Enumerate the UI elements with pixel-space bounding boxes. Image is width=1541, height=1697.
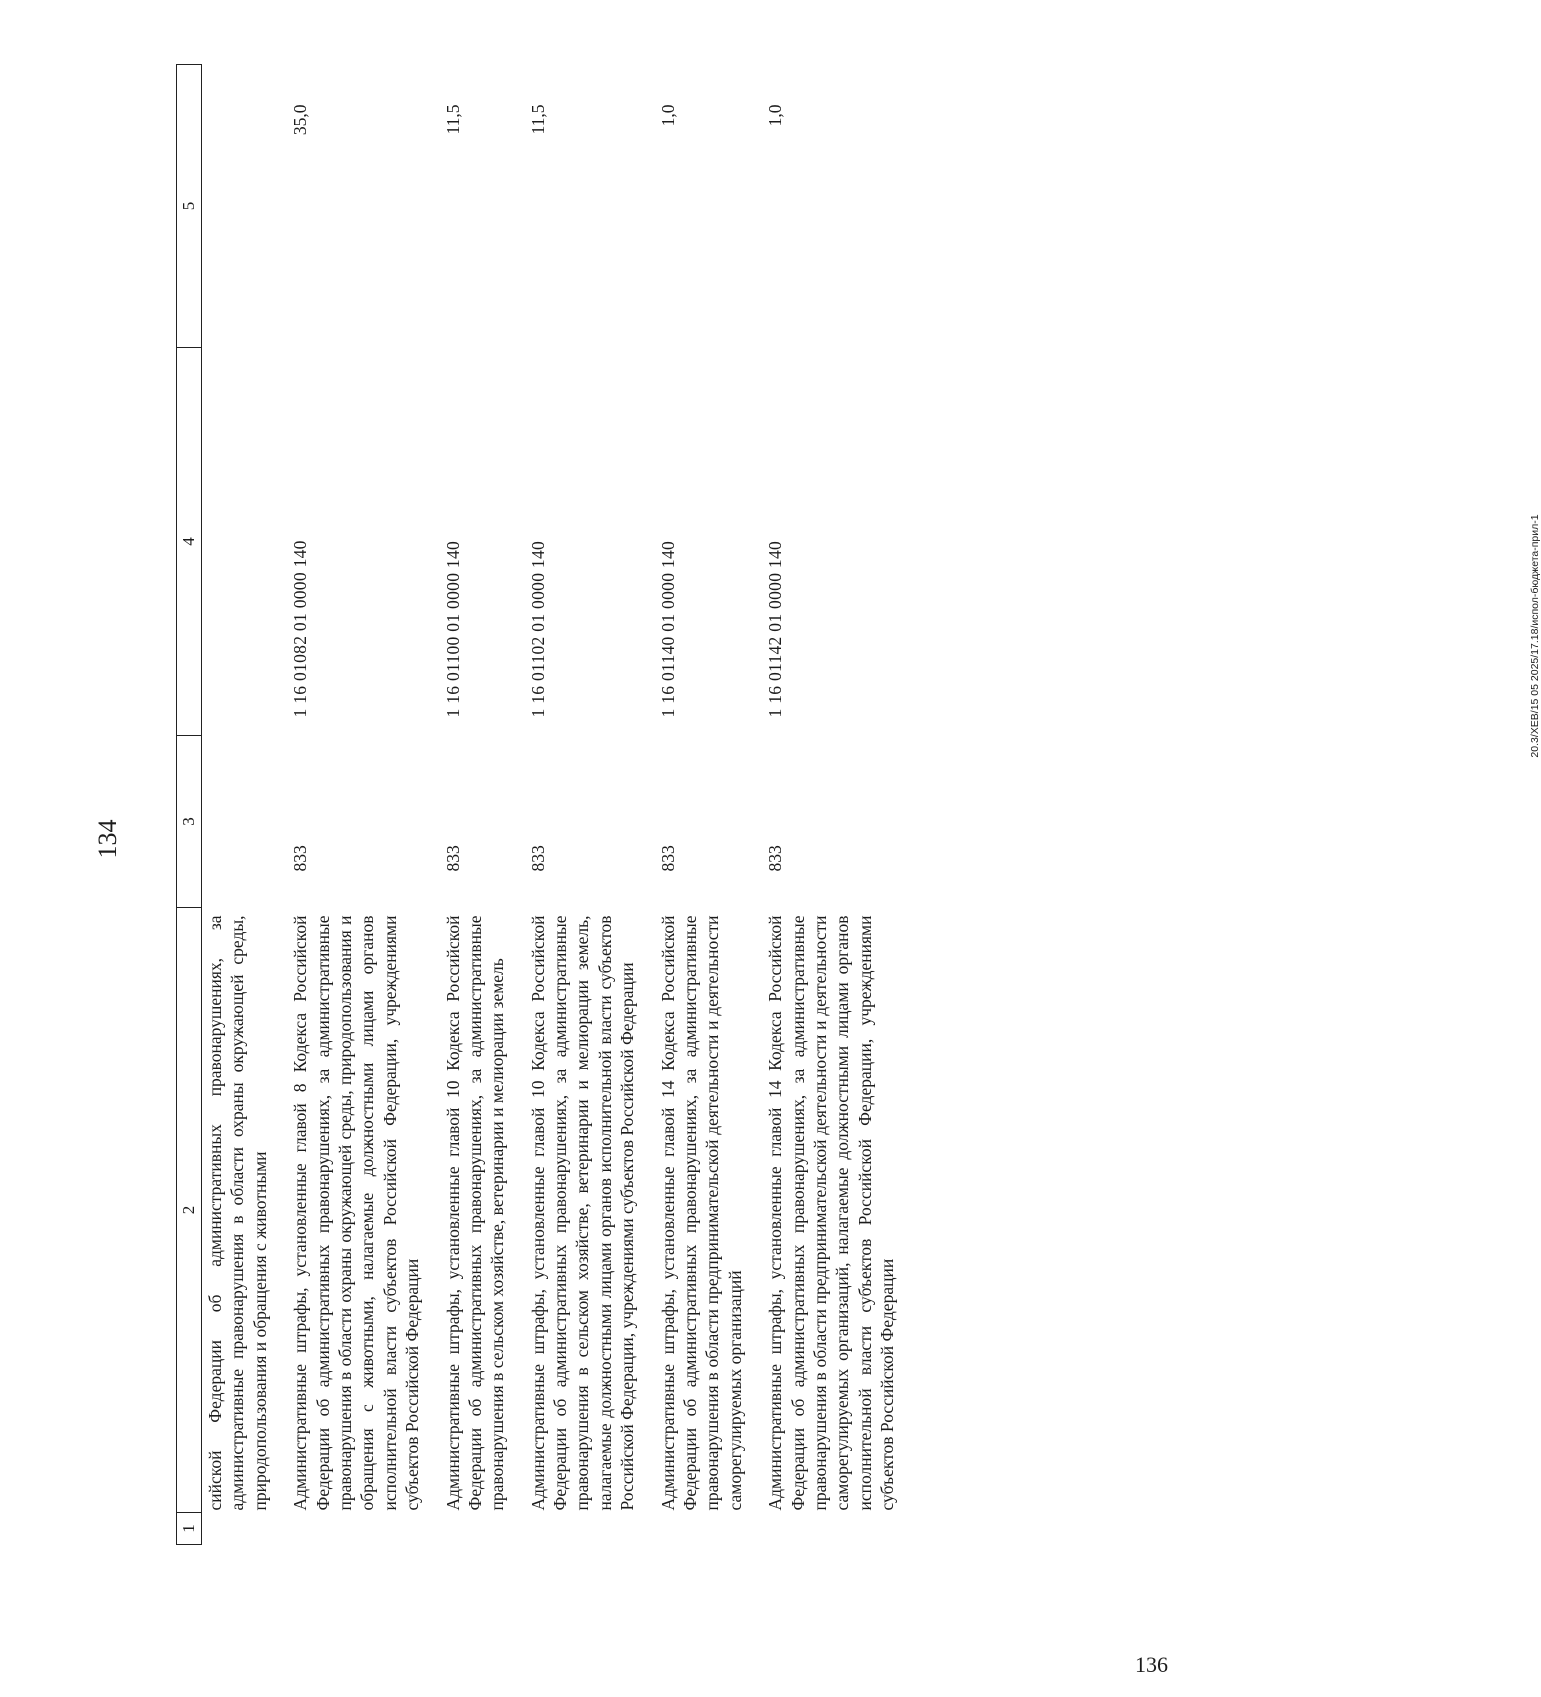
row-description: сийской Федерации об административных правонарушениях, за административные правонарушения в области охраны окружающей среды, природопользования и обращения с животными <box>205 915 270 1511</box>
row-value: 35,0 <box>290 104 311 136</box>
document-reference: 20.3/ХЕВ/15 05 2025/17.18/испол-бюджета-прил-1 <box>1529 514 1541 758</box>
sheet-number: 136 <box>1135 1652 1168 1677</box>
row-admin-code: 833 <box>657 845 678 872</box>
row-admin-code: 833 <box>527 845 548 872</box>
row-col1 <box>436 1513 521 1545</box>
rotated-table-container <box>176 65 986 1545</box>
row-kbk-code <box>202 348 284 736</box>
row-value <box>202 65 284 348</box>
row-kbk-code: 1 16 01100 01 0000 140 <box>442 540 463 718</box>
row-kbk-code: 1 16 01142 01 0000 140 <box>765 540 786 718</box>
column-header-2: 2 <box>177 908 202 1513</box>
row-description: Административные штрафы, установленные главой 10 Кодекса Российской Федерации об административных правонарушениях, за административные правонарушения в сельском хозяйстве, ветеринарии и мелиорации земель <box>442 915 508 1511</box>
column-header-5: 5 <box>177 65 202 348</box>
row-col1 <box>283 1513 435 1545</box>
row-description: Административные штрафы, установленные главой 8 Кодекса Российской Федерации об административных правонарушениях, за административные правонарушения в области охраны окружающей среды, природопользования и обращения с животными, налагаемые должностными лицами органов исполнительной власти субъектов Российской Федерации, учреждениями субъектов Российской Федерации <box>290 915 423 1511</box>
table-row <box>651 65 759 1545</box>
row-admin-code: 833 <box>442 845 463 872</box>
row-value: 11,5 <box>527 104 548 135</box>
table-header-row <box>177 65 202 1545</box>
row-admin-code <box>202 736 284 908</box>
row-kbk-code: 1 16 01082 01 0000 140 <box>290 540 311 718</box>
row-admin-code: 833 <box>765 845 786 872</box>
table-row <box>521 65 651 1545</box>
row-col1 <box>202 1513 284 1545</box>
row-col1 <box>521 1513 651 1545</box>
row-kbk-code: 1 16 01102 01 0000 140 <box>527 540 548 718</box>
column-header-4: 4 <box>177 348 202 736</box>
table-row <box>758 65 910 1545</box>
row-description: Административные штрафы, установленные главой 10 Кодекса Российской Федерации об административных правонарушениях, за административные правонарушения в сельском хозяйстве, ветеринарии и мелиорации земель, налагаемые должностными лицами органов исполнительной власти субъектов Российской Федерации, учреждениями субъектов Российской Федерации <box>527 915 638 1511</box>
row-description: Административные штрафы, установленные главой 14 Кодекса Российской Федерации об административных правонарушениях, за административные правонарушения в области предпринимательской деятельности и деятельности саморегулируемых организаций <box>657 915 745 1511</box>
row-value: 11,5 <box>442 104 463 135</box>
table-row <box>202 65 284 1545</box>
row-value: 1,0 <box>765 104 786 127</box>
row-kbk-code: 1 16 01140 01 0000 140 <box>657 540 678 718</box>
column-header-3: 3 <box>177 736 202 908</box>
row-description: Административные штрафы, установленные главой 14 Кодекса Российской Федерации об административных правонарушениях, за административные правонарушения в области предпринимательской деятельности и деятельности саморегулируемых организаций, налагаемые должностными лицами органов исполнительной власти субъектов Российской Федерации, учреждениями субъектов Российской Федерации <box>765 915 898 1511</box>
row-col1 <box>758 1513 910 1545</box>
page-number-top: 134 <box>93 819 122 859</box>
column-header-1: 1 <box>177 1513 202 1545</box>
revenue-table <box>176 64 911 1545</box>
row-value: 1,0 <box>657 104 678 127</box>
table-row <box>283 65 435 1545</box>
row-col1 <box>651 1513 759 1545</box>
row-admin-code: 833 <box>290 845 311 872</box>
table-row <box>436 65 521 1545</box>
